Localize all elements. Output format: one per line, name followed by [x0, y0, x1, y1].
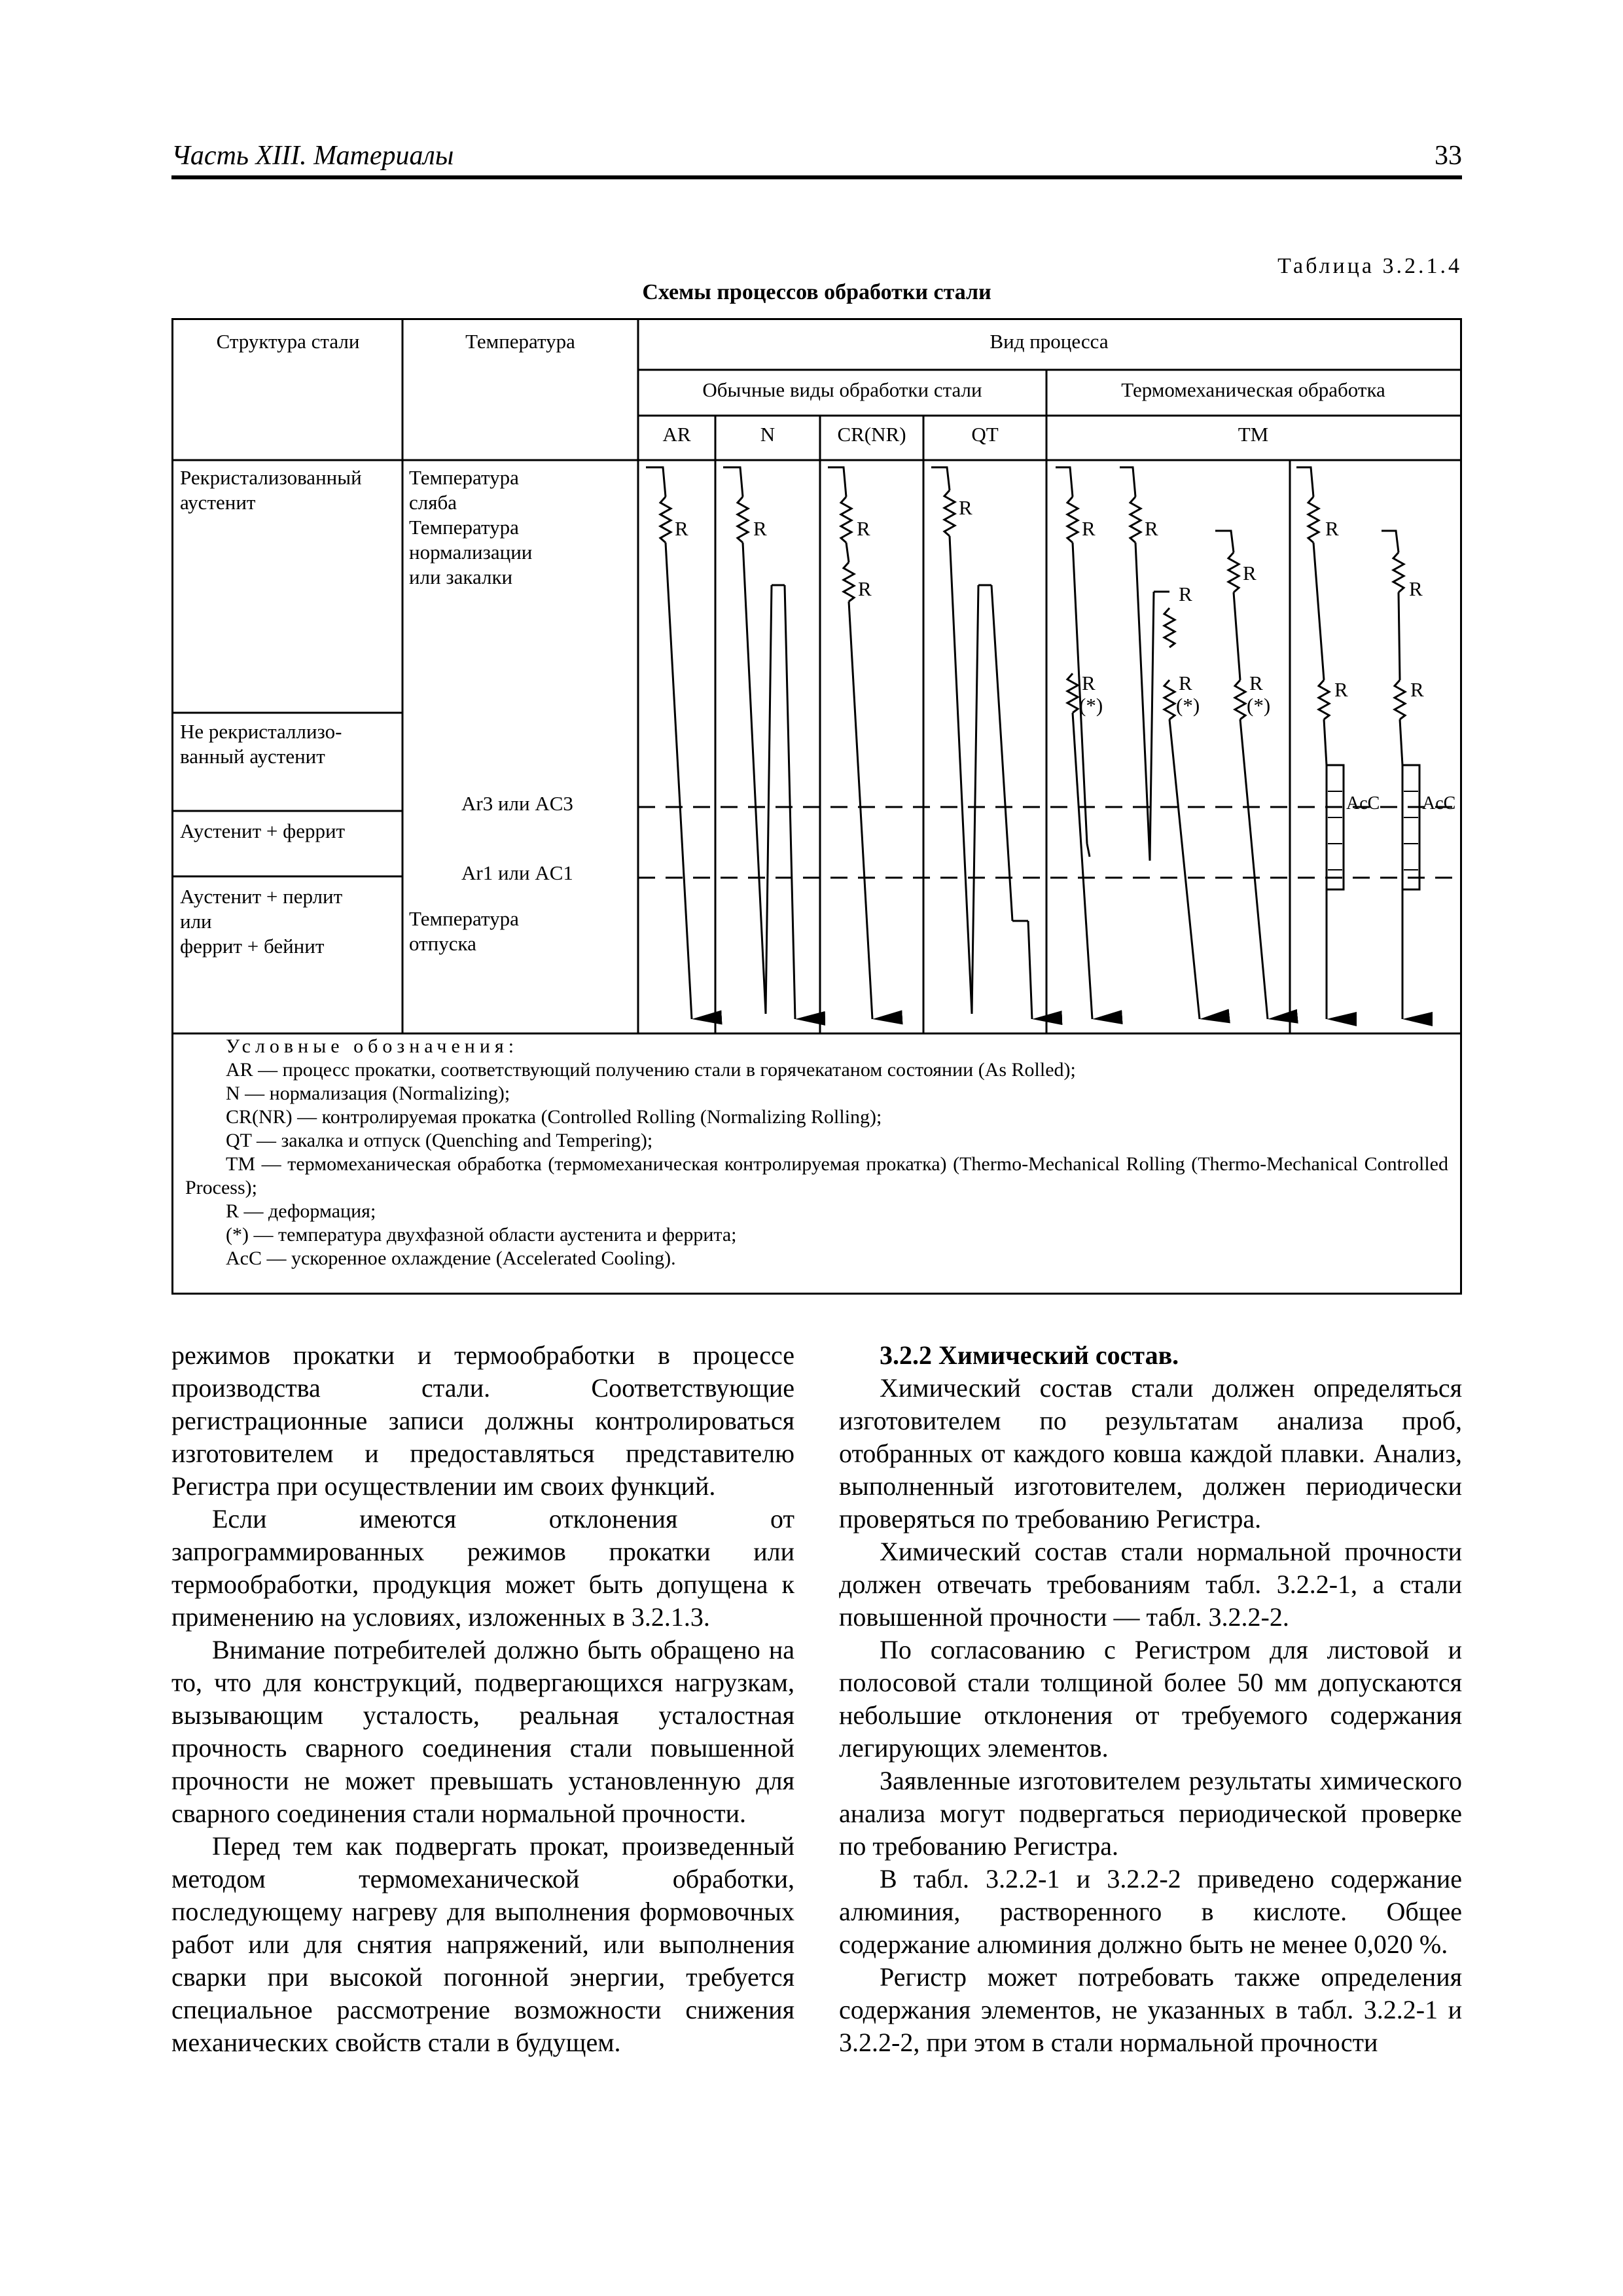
- legend-tm: TM — термомеханическая обработка (термомеханическая контролируемая прокатка) (Thermo-Mechanical Rolling (Thermo-Mechanical Controlled Process);: [185, 1153, 1448, 1198]
- left-paragraph-1: режимов прокатки и термообработки в процессе производства стали. Соответствующие регистрационные записи должны контролироваться изготовителем и предоставляться представителю Регистра при осуществлении им своих функций.: [171, 1340, 794, 1501]
- label-star-tm-1: (*): [1079, 694, 1103, 717]
- structure-recrystallized: Рекристализованный аустенит: [180, 466, 362, 514]
- label-star-tm-2: (*): [1176, 694, 1200, 717]
- header-process-type: Вид процесса: [990, 330, 1109, 353]
- label-r-tm-5: R: [1325, 517, 1339, 540]
- label-r-tm-4: R: [1243, 562, 1257, 584]
- label-r-tm-11: R: [1410, 678, 1424, 701]
- legend-n: N — нормализация (Normalizing);: [226, 1083, 510, 1104]
- temp-ar3: Ar3 или AC3: [461, 792, 573, 815]
- table-title: Схемы процессов обработки стали: [642, 280, 991, 304]
- structure-austenite-ferrite: Аустенит + феррит: [180, 819, 346, 842]
- temp-slab-1: Температура: [409, 466, 519, 489]
- label-r-n: R: [753, 517, 767, 540]
- label-r-tm-1: R: [1082, 517, 1096, 540]
- label-r-tm-7: R: [1082, 672, 1096, 694]
- structure-or: или: [180, 910, 212, 933]
- structure-non-recrystallized: Не рекристаллизо-ванный аустенит: [180, 720, 342, 768]
- header-qt: QT: [971, 423, 999, 446]
- structure-ferrite-bainite: феррит + бейнит: [180, 935, 325, 958]
- legend-r: R — деформация;: [226, 1200, 376, 1222]
- header-rule: [171, 175, 1462, 179]
- header-temperature: Температура: [465, 330, 575, 353]
- left-paragraph-2: Если имеются отклонения от запрограммированных режимов прокатки или термообработки, продукция может быть допущена к применению на условиях, изложенных в 3.2.1.3.: [171, 1504, 794, 1632]
- legend-crnr: CR(NR) — контролируемая прокатка (Controlled Rolling (Normalizing Rolling);: [226, 1106, 882, 1128]
- label-r-crnr-1: R: [857, 517, 870, 540]
- right-paragraph-2: Химический состав стали нормальной прочности должен отвечать требованиям табл. 3.2.2-1, а стали повышенной прочности — табл. 3.2.2-2.: [839, 1537, 1462, 1632]
- label-star-tm-3: (*): [1247, 694, 1271, 717]
- section-heading: 3.2.2 Химический состав.: [880, 1340, 1179, 1370]
- right-paragraph-5: В табл. 3.2.2-1 и 3.2.2-2 приведено содержание алюминия, растворенного в кислоте. Общее содержание алюминия должно быть не менее 0,020 %.: [839, 1864, 1462, 1959]
- temp-normalizing-1: Температура: [409, 516, 519, 539]
- table-number: Таблица 3.2.1.4: [1277, 254, 1462, 278]
- temp-normalizing-2: нормализации: [409, 541, 533, 564]
- label-r-crnr-2: R: [858, 577, 872, 600]
- legend-star: (*) — температура двухфазной области аустенита и феррита;: [226, 1224, 737, 1246]
- label-r-tm-10: R: [1334, 678, 1348, 701]
- legend: [185, 1035, 1448, 1270]
- temp-ar1: Ar1 или AC1: [461, 861, 573, 884]
- legend-ar: AR — процесс прокатки, соответствующий получению стали в горячекатаном состоянии (As Rolled);: [226, 1059, 1076, 1081]
- left-text-column: [171, 1339, 794, 2059]
- label-acc-1: AcC: [1346, 793, 1380, 814]
- legend-qt: QT — закалка и отпуск (Quenching and Tempering);: [226, 1130, 653, 1151]
- structure-austenite-pearlite: Аустенит + перлит: [180, 885, 343, 908]
- label-r-tm-6: R: [1409, 577, 1423, 600]
- header-n: N: [760, 423, 776, 446]
- header-crnr: CR(NR): [837, 423, 906, 446]
- left-paragraph-4: Перед тем как подвергать прокат, произведенный методом термомеханической обработки, последующему нагреву для выполнения формовочных работ или для снятия напряжений, или выполнения сварки при высокой погонной энергии, требуется специальное рассмотрение возможности снижения механических свойств стали в будущем.: [171, 1831, 794, 2057]
- header-conventional: Обычные виды обработки стали: [702, 378, 982, 401]
- label-r-tm-9: R: [1249, 672, 1263, 694]
- label-r-ar: R: [675, 517, 688, 540]
- right-paragraph-4: Заявленные изготовителем результаты химического анализа могут подвергаться периодической проверке по требованию Регистра.: [839, 1766, 1462, 1861]
- right-text-column: [839, 1339, 1462, 2059]
- temp-normalizing-3: или закалки: [409, 565, 513, 588]
- legend-acc: AcC — ускоренное охлаждение (Accelerated Cooling).: [226, 1247, 676, 1269]
- header-ar: AR: [662, 423, 691, 446]
- header-tm-group: Термомеханическая обработка: [1121, 378, 1385, 401]
- label-r-tm-3: R: [1179, 583, 1192, 605]
- right-paragraph-1: Химический состав стали должен определяться изготовителем по результатам анализа проб, отобранных от каждого ковша каждой плавки. Анализ, выполненный изготовителем, должен периодически проверяться по требованию Регистра.: [839, 1373, 1462, 1534]
- temp-tempering-1: Температура: [409, 907, 519, 930]
- right-paragraph-3: По согласованию с Регистром для листовой и полосовой стали толщиной более 50 мм допускаются небольшие отклонения от требуемого содержания легирующих элементов.: [839, 1635, 1462, 1763]
- running-header-title: Часть XIII. Материалы: [171, 141, 454, 171]
- temp-slab-2: сляба: [409, 491, 457, 514]
- label-r-qt: R: [959, 496, 972, 519]
- left-paragraph-3: Внимание потребителей должно быть обращено на то, что для конструкций, подвергающихся нагрузкам, вызывающим усталость, реальная усталостная прочность сварного соединения стали повышенной прочности не может превышать установленную для сварного соединения стали нормальной прочности.: [171, 1635, 794, 1828]
- right-paragraph-6: Регистр может потребовать также определения содержания элементов, не указанных в табл. 3.2.2-1 и 3.2.2-2, при этом в стали нормальной прочности: [839, 1962, 1462, 2057]
- page-number: 33: [1435, 141, 1462, 171]
- label-r-tm-8: R: [1179, 672, 1192, 694]
- process-schemes-table: [171, 318, 1462, 1295]
- header-structure: Структура стали: [216, 330, 360, 353]
- label-acc-2: AcC: [1422, 793, 1456, 814]
- temp-tempering-2: отпуска: [409, 932, 476, 955]
- label-r-tm-2: R: [1145, 517, 1158, 540]
- header-tm: TM: [1238, 423, 1269, 446]
- legend-title: Условные обозначения:: [226, 1035, 519, 1057]
